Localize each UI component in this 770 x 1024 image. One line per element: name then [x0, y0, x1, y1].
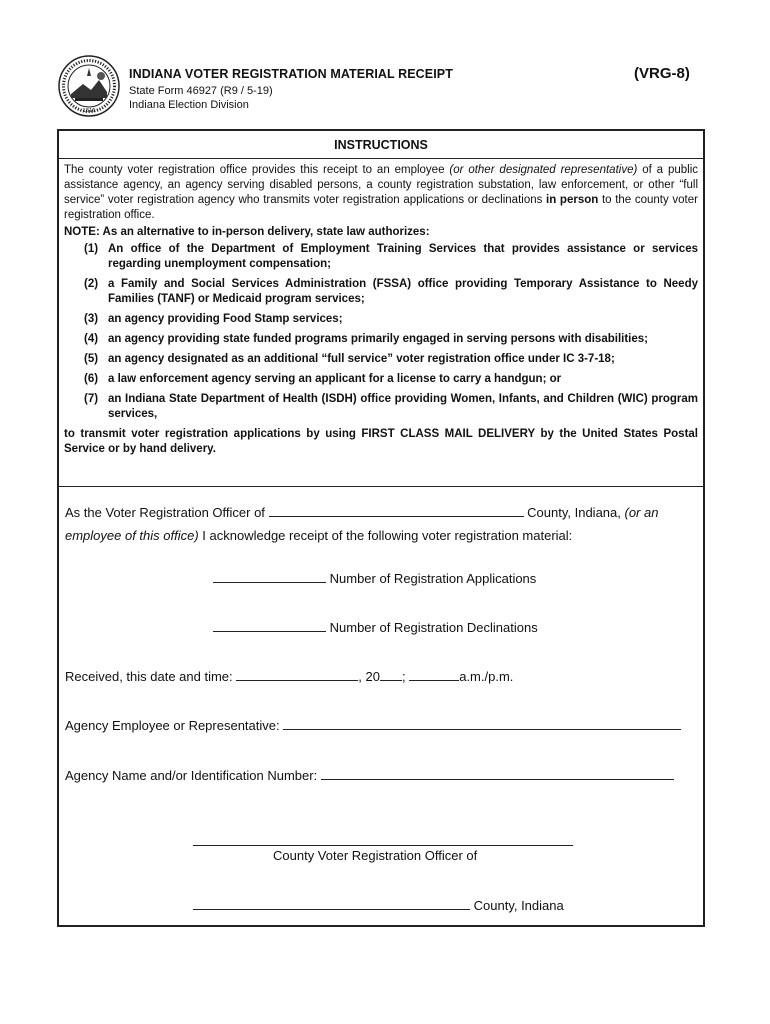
list-item: (6) a law enforcement agency serving an applicant for a license to carry a handgun; or	[84, 373, 562, 385]
instructions-note: NOTE: As an alternative to in-person delivery, state law authorizes:	[64, 226, 430, 238]
list-item: (1) An office of the Department of Employment Training Services that provides assistance or services regarding unemployment compensation;	[84, 243, 698, 270]
state-form-number: State Form 46927 (R9 / 5-19)	[129, 85, 273, 97]
list-item: (5) an agency designated as an additional “full service” voter registration office under IC 3-7-18;	[84, 353, 615, 365]
declinations-line: Number of Registration Declinations	[213, 618, 538, 635]
instructions-heading: INSTRUCTIONS	[59, 131, 703, 159]
division-name: Indiana Election Division	[129, 99, 249, 111]
list-item: (7) an Indiana State Department of Health (ISDH) office providing Women, Infants, and Children (WIC) program services,	[84, 393, 698, 420]
state-seal-logo	[57, 54, 121, 118]
agency-id-field[interactable]	[321, 766, 674, 780]
county-name-field[interactable]	[269, 503, 524, 517]
officer-signature-label: County Voter Registration Officer of	[273, 848, 478, 863]
received-year-field[interactable]	[380, 667, 402, 681]
list-item: (3) an agency providing Food Stamp services;	[84, 313, 343, 325]
form-frame	[57, 129, 705, 927]
received-date-field[interactable]	[236, 667, 358, 681]
instructions-intro: The county voter registration office provides this receipt to an employee (or other designated representative) of a public assistance agency, an agency serving disabled persons, a county registration substation, law enforcement, or other “full service” voter registration agency who transmits voter registration applications or declinations in person to the county voter registration office.	[64, 164, 699, 221]
form-title: INDIANA VOTER REGISTRATION MATERIAL RECEIPT	[129, 67, 453, 81]
employee-name-field[interactable]	[283, 716, 681, 730]
instructions-body	[64, 163, 698, 457]
received-time-field[interactable]	[409, 667, 459, 681]
agency-line: Agency Name and/or Identification Number:	[65, 766, 674, 783]
applications-line: Number of Registration Applications	[213, 569, 536, 586]
officer-line-cont: employee of this office) I acknowledge receipt of the following voter registration material:	[65, 528, 573, 543]
officer-signature-line[interactable]	[193, 845, 573, 846]
employee-line: Agency Employee or Representative:	[65, 716, 681, 733]
applications-count-field[interactable]	[213, 569, 326, 583]
county-field[interactable]	[193, 896, 470, 910]
list-item: (4) an agency providing state funded programs primarily engaged in serving persons with disabilities;	[84, 333, 648, 345]
received-line: Received, this date and time: , 20 ; a.m./p.m.	[65, 669, 514, 684]
county-line: County, Indiana	[193, 896, 564, 913]
form-code: (VRG-8)	[634, 65, 690, 82]
list-item: (2) a Family and Social Services Administration (FSSA) office providing Temporary Assistance to Needy Families (TANF) or Medicaid program services;	[84, 278, 698, 305]
svg-text:1816: 1816	[82, 108, 96, 114]
section-divider	[59, 486, 703, 487]
authorized-agencies-list	[64, 242, 698, 422]
instructions-tail: to transmit voter registration applications by using FIRST CLASS MAIL DELIVERY by the United States Postal Service or by hand delivery.	[64, 428, 698, 455]
officer-line: As the Voter Registration Officer of County, Indiana, (or an	[65, 505, 659, 520]
declinations-count-field[interactable]	[213, 618, 326, 632]
